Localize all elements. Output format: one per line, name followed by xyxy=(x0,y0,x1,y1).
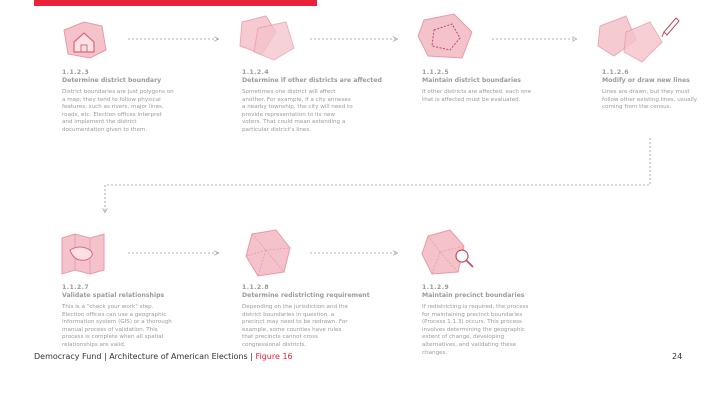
footer-caption xyxy=(34,352,293,361)
step-1-1-2-5 xyxy=(422,69,582,104)
step-title: Modify or draw new lines xyxy=(602,77,690,84)
step-number: 1.1.2.7 xyxy=(62,284,90,291)
step-number: 1.1.2.8 xyxy=(242,284,270,291)
house-map-icon xyxy=(60,20,108,60)
step-description: If other districts are affected, each one that is affected must be evaluated. xyxy=(422,89,532,103)
step-number: 1.1.2.6 xyxy=(602,69,630,76)
step-title: Determine redistricting requirement xyxy=(242,292,370,299)
step-number: 1.1.2.3 xyxy=(62,69,90,76)
overlapping-districts-icon xyxy=(236,14,298,64)
folded-map-icon xyxy=(60,232,106,276)
district-boundary-icon xyxy=(414,12,476,62)
step-1-1-2-8 xyxy=(242,284,402,350)
step-number: 1.1.2.9 xyxy=(422,284,450,291)
step-1-1-2-6 xyxy=(602,69,712,112)
step-1-1-2-4 xyxy=(242,69,402,135)
step-description: Sometimes one district will affect another. For example, if a city annexes a nearby township, the city will need to provide representation to its new voters. That could mean extending a particular district's lines. xyxy=(242,89,353,133)
step-description: Lines are drawn, but they must follow other existing lines, usually coming from the census. xyxy=(602,89,698,111)
step-description: Depending on the jurisdiction and the district boundaries in question, a precinct may need to be redrawn. For example, some counties have rules that precincts cannot cross congressional districts. xyxy=(242,304,348,348)
step-description: If redistricting is required, the process for maintaining precinct boundaries (Process 1.1.3) occurs. This process involves determining the geographic extent of change, developing alternatives, and validating these changes. xyxy=(422,304,529,356)
footer-text: Democracy Fund | Architecture of American Elections | xyxy=(34,352,256,361)
magnify-map-icon xyxy=(420,228,476,278)
arrow-4-5 xyxy=(105,138,650,212)
page-number: 24 xyxy=(672,352,683,361)
precinct-polygon-icon xyxy=(244,228,292,278)
step-1-1-2-3 xyxy=(62,69,222,135)
step-title: Maintain precinct boundaries xyxy=(422,292,525,299)
figure-label: Figure 16 xyxy=(255,352,293,361)
pencil-draw-icon xyxy=(596,12,682,64)
step-description: District boundaries are just polygons on a map; they tend to follow physical features, such as rivers, major lines, roads, etc. Election offices interpret and implement the district documentation given to them. xyxy=(62,89,174,133)
step-title: Validate spatial relationships xyxy=(62,292,165,299)
step-1-1-2-7 xyxy=(62,284,222,350)
step-number: 1.1.2.4 xyxy=(242,69,270,76)
step-title: Determine if other districts are affected xyxy=(242,77,382,84)
step-description: This is a "check your work" step. Election offices can use a geographic information system (GIS) or a thorough manual process of validation. This process is complete when all spatial relationships are valid. xyxy=(62,304,172,348)
step-1-1-2-9 xyxy=(422,284,582,357)
step-number: 1.1.2.5 xyxy=(422,69,450,76)
step-title: Determine district boundary xyxy=(62,77,162,84)
step-title: Maintain district boundaries xyxy=(422,77,521,84)
